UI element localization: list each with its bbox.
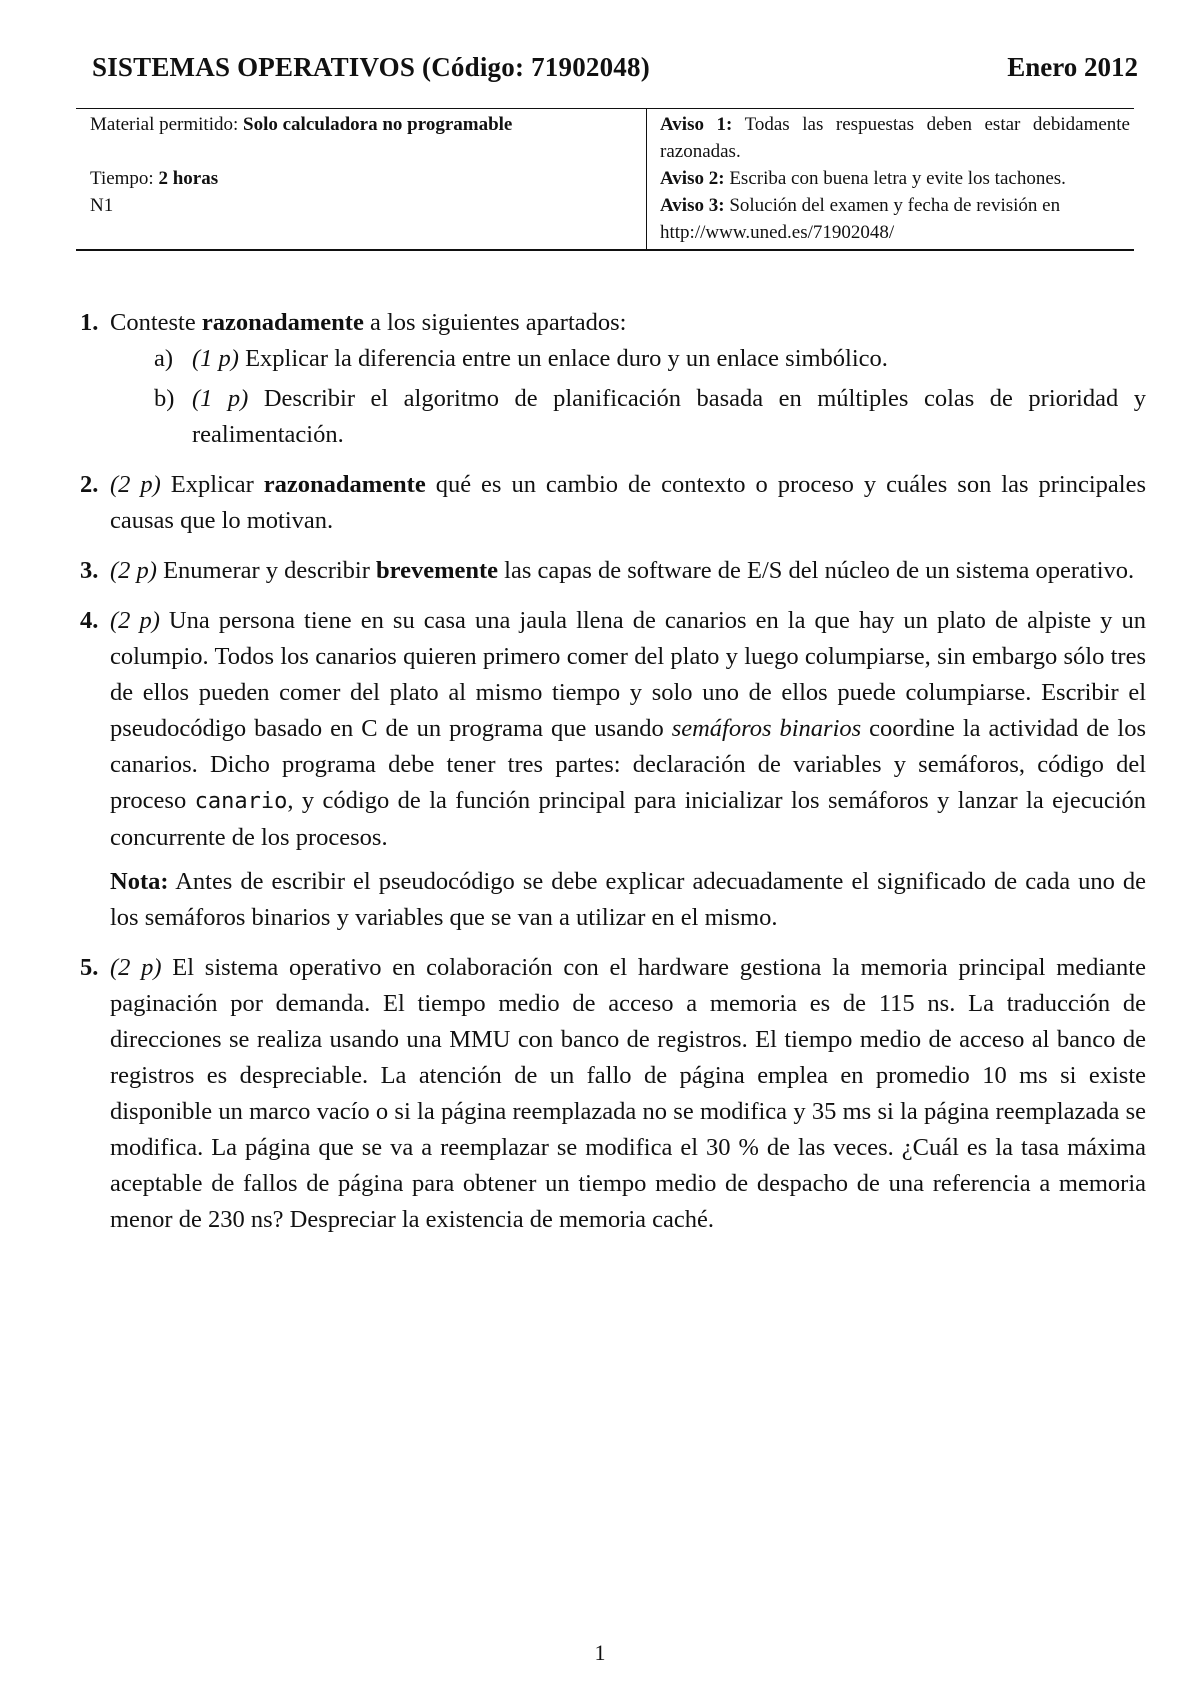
part-text: Explicar la diferencia entre un enlace duro y un enlace simbólico. xyxy=(238,345,888,372)
info-left-column xyxy=(90,111,640,219)
code-identifier: canario xyxy=(194,789,288,814)
question-text: qué es un cambio de contexto o proceso y cuáles son las principales causas que lo motivan. xyxy=(110,471,1146,534)
aviso-3-label: Aviso 3: xyxy=(660,195,725,216)
question-3 xyxy=(80,553,1146,589)
aviso-2 xyxy=(660,165,1130,192)
question-1 xyxy=(80,305,1146,453)
question-text: Enumerar y describir xyxy=(156,557,377,584)
question-2 xyxy=(80,467,1146,539)
aviso-3 xyxy=(660,192,1130,246)
question-text: El sistema operativo en colaboración con el hardware gestiona la memoria principal mediante paginación por demanda. El tiempo medio de acceso a memoria es de 115 ns. La traducción de direcciones se realiza usando una MMU con banco de registros. El tiempo medio de acceso al banco de registros es despreciable. La atención de un fallo de página emplea en promedio 10 ms si existe disponible un marco vacío o si la página reemplazada no se modifica y 35 ms si la página reemplazada se modifica. La página que se va a reemplazar se modifica el 30 % de las veces. ¿Cuál es la tasa máxima aceptable de fallos de página para obtener un tiempo medio de despacho de una referencia a memoria menor de 230 ns? Despreciar la existencia de memoria caché. xyxy=(110,954,1146,1233)
question-1-intro xyxy=(110,305,1146,341)
question-text: , y código de la función principal para inicializar los semáforos y lanzar la ejecución concurrente de los procesos. xyxy=(110,787,1146,851)
question-1-part-a xyxy=(110,341,1146,377)
aviso-1-text: Todas las respuestas deben estar debidamente razonadas. xyxy=(660,114,1130,162)
question-4-text xyxy=(110,603,1146,856)
question-1-part-b xyxy=(110,381,1146,453)
question-text: Una persona tiene en su casa una jaula llena de canarios en la que hay un plato de alpiste y un columpio. Todos los canarios quieren primero comer del plato y luego columpiarse, sin embargo sólo tres de ellos pueden comer del plato al mismo tiempo y solo uno de ellos puede columpiarse. Escribir el pseudocódigo basado en C de un programa que usando xyxy=(110,607,1146,742)
points: (1 p) xyxy=(192,385,249,412)
emphasis: semáforos binarios xyxy=(671,715,862,742)
points: (2 p) xyxy=(110,471,161,498)
tiempo-line xyxy=(90,165,640,192)
part-label: a) xyxy=(154,345,174,372)
question-number: 5. xyxy=(80,954,99,981)
points: (2 p) xyxy=(110,557,157,584)
exam-code: N1 xyxy=(90,195,114,216)
note-label: Nota: xyxy=(110,868,169,895)
aviso-3-text: Solución del examen y fecha de revisión en http://www.uned.es/71902048/ xyxy=(660,195,1061,243)
info-right-column xyxy=(660,111,1130,246)
question-text: Explicar xyxy=(160,471,264,498)
question-text: las capas de software de E/S del núcleo de un sistema operativo. xyxy=(498,557,1135,584)
emphasis: razonadamente xyxy=(201,309,364,336)
emphasis: brevemente xyxy=(376,557,499,584)
question-3-text xyxy=(110,553,1146,589)
material-label: Material permitido: xyxy=(90,114,244,135)
question-text: a los siguientes apartados: xyxy=(363,309,627,336)
exam-title: SISTEMAS OPERATIVOS (Código: 71902048) xyxy=(92,52,650,82)
question-4-note xyxy=(110,864,1146,936)
tiempo-value: 2 horas xyxy=(158,168,219,189)
material-line xyxy=(90,111,640,138)
note-text: Antes de escribir el pseudocódigo se debe explicar adecuadamente el significado de cada uno de los semáforos binarios y variables que se van a utilizar en el mismo. xyxy=(110,868,1146,931)
question-number: 2. xyxy=(80,471,99,498)
question-text: Conteste xyxy=(110,309,202,336)
question-5-text xyxy=(110,950,1146,1238)
aviso-2-text: Escriba con buena letra y evite los tachones. xyxy=(724,168,1066,189)
question-text: coordine la actividad de los canarios. Dicho programa debe tener tres partes: declaración de variables y semáforos, código del proceso xyxy=(110,715,1146,814)
info-table xyxy=(76,108,1134,251)
page-number: 1 xyxy=(594,1640,606,1665)
question-number: 3. xyxy=(80,557,99,584)
emphasis: razonadamente xyxy=(263,471,426,498)
part-label: b) xyxy=(154,385,175,412)
part-text: Describir el algoritmo de planificación basada en múltiples colas de prioridad y realimentación. xyxy=(192,385,1146,448)
aviso-1 xyxy=(660,111,1130,165)
points: (2 p) xyxy=(110,954,162,981)
question-5 xyxy=(80,950,1146,1238)
question-number: 4. xyxy=(80,607,99,634)
aviso-2-label: Aviso 2: xyxy=(660,168,725,189)
points: (1 p) xyxy=(192,345,239,372)
question-2-text xyxy=(110,467,1146,539)
aviso-1-label: Aviso 1: xyxy=(660,114,733,135)
material-value: Solo calculadora no programable xyxy=(243,114,513,135)
info-divider xyxy=(646,109,647,249)
header xyxy=(92,52,1138,88)
points: (2 p) xyxy=(110,607,160,634)
question-number: 1. xyxy=(80,309,99,336)
tiempo-label: Tiempo: xyxy=(90,168,159,189)
questions-list xyxy=(80,305,1146,1252)
exam-date: Enero 2012 xyxy=(1007,52,1138,82)
question-4 xyxy=(80,603,1146,936)
